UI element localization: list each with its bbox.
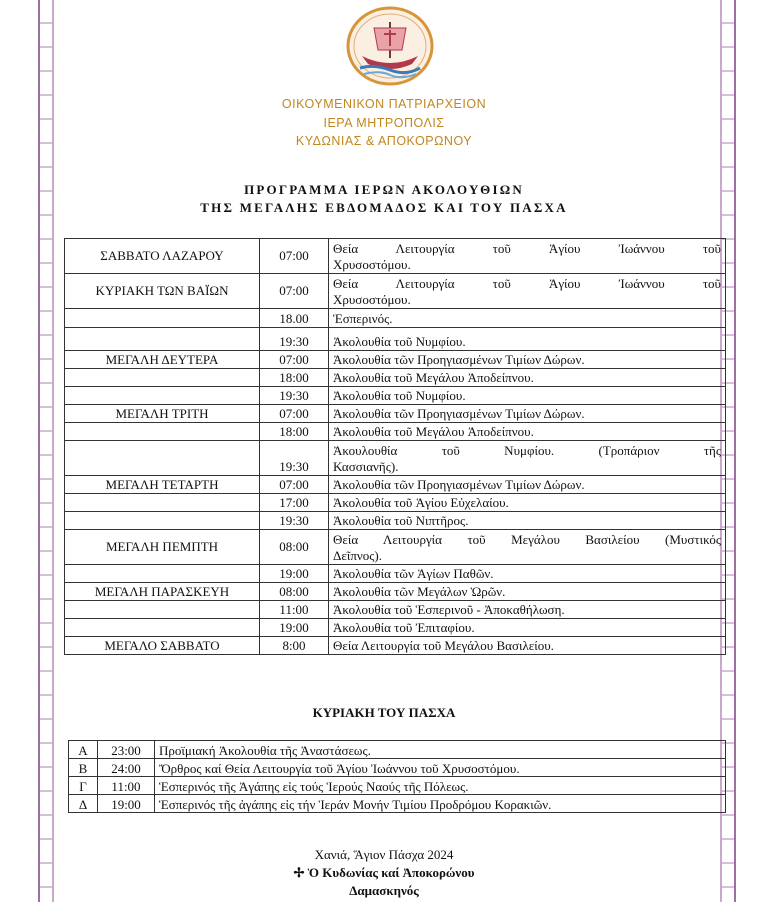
schedule-row	[65, 619, 726, 637]
schedule-description	[329, 328, 726, 351]
schedule-row	[65, 494, 726, 512]
schedule-time: 8:00	[260, 637, 329, 655]
schedule-description-line: Ἀκολουθία τοῦ Νιπτῆρος.	[333, 513, 469, 528]
schedule-time: 07:00	[260, 274, 329, 309]
schedule-description-line: Δεῖπνος).	[333, 548, 382, 563]
schedule-description	[329, 637, 726, 655]
schedule-description	[329, 405, 726, 423]
schedule-row	[65, 405, 726, 423]
schedule-description	[329, 239, 726, 274]
schedule-description-line: Ἀκολουθία τῶν Μεγάλων Ὡρῶν.	[333, 584, 506, 599]
easter-description: Ἑσπερινός τῆς ἀγάπης εἰς τήν Ἱεράν Μονήν Τιμίου Προδρόμου Κορακιῶν.	[155, 795, 726, 813]
schedule-description-line: Κασσιανῆς).	[333, 459, 399, 474]
easter-letter: Β	[69, 759, 98, 777]
schedule-description-line: Ἀκολουθία τοῦ Ἁγίου Εὐχελαίου.	[333, 495, 509, 510]
schedule-row	[65, 601, 726, 619]
schedule-description	[329, 369, 726, 387]
signature-line: ✢ Ὁ Κυδωνίας καί Ἀποκορώνου	[293, 865, 475, 880]
schedule-time: 19:00	[260, 565, 329, 583]
metropolis-heading: ΙΕΡΑ ΜΗΤΡΟΠΟΛΙΣ	[323, 116, 445, 130]
schedule-description-line: Ἀκολουθία τῶν Προηγιασμένων Τιμίων Δώρων.	[333, 477, 585, 492]
schedule-description-line: Ἀκολουθία τοῦ Μεγάλου Ἀποδείπνου.	[333, 424, 534, 439]
easter-time: 23:00	[98, 741, 155, 759]
schedule-row	[65, 369, 726, 387]
schedule-description-line: Χρυσοστόμου.	[333, 292, 411, 307]
schedule-row	[65, 530, 726, 565]
schedule-day: ΜΕΓΑΛΗ ΠΕΜΠΤΗ	[65, 530, 260, 565]
schedule-day: ΚΥΡΙΑΚΗ ΤΩΝ ΒΑΪΩΝ	[65, 274, 260, 309]
schedule-row	[65, 274, 726, 309]
schedule-description	[329, 309, 726, 328]
schedule-description	[329, 512, 726, 530]
schedule-time: 07:00	[260, 405, 329, 423]
schedule-description-line: Ἀκολουθία τοῦ Νυμφίου.	[333, 388, 466, 403]
schedule-row	[65, 637, 726, 655]
schedule-row	[65, 565, 726, 583]
schedule-time: 11:00	[260, 601, 329, 619]
schedule-description-line: Θεία Λειτουργία τοῦ Μεγάλου Βασιλείου.	[333, 638, 554, 653]
schedule-description-line: Ἀκολουθία τῶν Ἁγίων Παθῶν.	[333, 566, 494, 581]
schedule-description	[329, 387, 726, 405]
schedule-time: 18:00	[260, 423, 329, 441]
easter-description: Προϊμιακή Ἀκολουθία τῆς Ἀναστάσεως.	[155, 741, 726, 759]
schedule-day: ΣΑΒΒΑΤΟ ΛΑΖΑΡΟΥ	[65, 239, 260, 274]
schedule-time: 17:00	[260, 494, 329, 512]
schedule-row	[65, 423, 726, 441]
schedule-row	[65, 387, 726, 405]
schedule-row	[65, 583, 726, 601]
holy-week-schedule-table	[64, 238, 726, 655]
easter-row	[69, 759, 726, 777]
schedule-description	[329, 619, 726, 637]
schedule-day	[65, 494, 260, 512]
schedule-description-line: Χρυσοστόμου.	[333, 257, 411, 272]
schedule-description	[329, 494, 726, 512]
schedule-row	[65, 476, 726, 494]
easter-time: 19:00	[98, 795, 155, 813]
schedule-description-line: Ἀκουλουθία τοῦ Νυμφίου. (Τροπάριον τῆς	[333, 443, 721, 458]
schedule-description-line: Θεία Λειτουργία τοῦ Ἁγίου Ἰωάννου τοῦ	[333, 276, 721, 291]
schedule-description-line: Ἀκολουθία τοῦ Ἑσπερινοῦ - Ἀποκαθήλωση.	[333, 602, 565, 617]
document-title-line2: ΤΗΣ ΜΕΓΑΛΗΣ ΕΒΔΟΜΑΔΟΣ ΚΑΙ ΤΟΥ ΠΑΣΧΑ	[200, 200, 568, 215]
schedule-day: ΜΕΓΑΛΗ ΔΕΥΤΕΡΑ	[65, 351, 260, 369]
easter-description: Ὄρθρος καί Θεία Λειτουργία τοῦ Ἁγίου Ἰωάννου τοῦ Χρυσοστόμου.	[155, 759, 726, 777]
schedule-time: 19:00	[260, 619, 329, 637]
schedule-description-line: Ἀκολουθία τῶν Προηγιασμένων Τιμίων Δώρων.	[333, 406, 585, 421]
easter-letter: Γ	[69, 777, 98, 795]
schedule-description	[329, 351, 726, 369]
easter-row	[69, 741, 726, 759]
schedule-description	[329, 274, 726, 309]
schedule-time: 18.00	[260, 309, 329, 328]
schedule-row	[65, 309, 726, 328]
schedule-description	[329, 423, 726, 441]
schedule-description	[329, 601, 726, 619]
schedule-day	[65, 387, 260, 405]
schedule-time: 19:30	[260, 441, 329, 476]
schedule-day	[65, 512, 260, 530]
easter-sunday-heading: ΚΥΡΙΑΚΗ ΤΟΥ ΠΑΣΧΑ	[312, 705, 456, 720]
schedule-description	[329, 583, 726, 601]
schedule-row	[65, 351, 726, 369]
schedule-day: ΜΕΓΑΛΗ ΠΑΡΑΣΚΕΥΗ	[65, 583, 260, 601]
schedule-day	[65, 565, 260, 583]
easter-time: 24:00	[98, 759, 155, 777]
schedule-day: ΜΕΓΑΛΗ ΤΕΤΑΡΤΗ	[65, 476, 260, 494]
schedule-row	[65, 239, 726, 274]
schedule-day	[65, 369, 260, 387]
schedule-day	[65, 328, 260, 351]
easter-schedule-table	[68, 740, 726, 813]
schedule-description-line: Ἀκολουθία τῶν Προηγιασμένων Τιμίων Δώρων.	[333, 352, 585, 367]
place-date: Χανιά, Ἅγιον Πάσχα 2024	[314, 847, 454, 862]
schedule-time: 07:00	[260, 476, 329, 494]
schedule-description-line: Ἀκολουθία τοῦ Νυμφίου.	[333, 334, 466, 349]
schedule-description-line: Ἑσπερινός.	[333, 311, 393, 326]
easter-row	[69, 795, 726, 813]
schedule-time: 19:30	[260, 387, 329, 405]
schedule-description	[329, 441, 726, 476]
metropolis-seal-icon	[344, 4, 436, 88]
schedule-day	[65, 309, 260, 328]
schedule-description-line: Θεία Λειτουργία τοῦ Μεγάλου Βασιλείου (Μυστικός	[333, 532, 721, 547]
schedule-time: 19:30	[260, 328, 329, 351]
easter-description: Ἑσπερινός τῆς Ἀγάπης εἰς τούς Ἱερούς Ναούς τῆς Πόλεως.	[155, 777, 726, 795]
schedule-time: 07:00	[260, 239, 329, 274]
easter-letter: Δ	[69, 795, 98, 813]
signatory-name: Δαμασκηνός	[349, 883, 419, 898]
schedule-time: 18:00	[260, 369, 329, 387]
schedule-description-line: Ἀκολουθία τοῦ Μεγάλου Ἀποδείπνου.	[333, 370, 534, 385]
schedule-time: 19:30	[260, 512, 329, 530]
schedule-day	[65, 423, 260, 441]
easter-letter: Α	[69, 741, 98, 759]
schedule-description	[329, 476, 726, 494]
diocese-heading: ΚΥΔΩΝΙΑΣ & ΑΠΟΚΟΡΩΝΟΥ	[295, 134, 473, 148]
schedule-row	[65, 441, 726, 476]
patriarchate-heading: ΟΙΚΟΥΜΕΝΙΚΟΝ ΠΑΤΡΙΑΡΧΕΙΟΝ	[281, 97, 487, 111]
schedule-time: 08:00	[260, 530, 329, 565]
schedule-day	[65, 601, 260, 619]
schedule-description-line: Ἀκολουθία τοῦ Ἐπιταφίου.	[333, 620, 475, 635]
document-title-line1: ΠΡΟΓΡΑΜΜΑ ΙΕΡΩΝ ΑΚΟΛΟΥΘΙΩΝ	[244, 182, 524, 197]
schedule-day: ΜΕΓΑΛΗ ΤΡΙΤΗ	[65, 405, 260, 423]
easter-time: 11:00	[98, 777, 155, 795]
schedule-time: 07:00	[260, 351, 329, 369]
schedule-time: 08:00	[260, 583, 329, 601]
easter-row	[69, 777, 726, 795]
schedule-description-line: Θεία Λειτουργία τοῦ Ἁγίου Ἰωάννου τοῦ	[333, 241, 721, 256]
schedule-description	[329, 565, 726, 583]
schedule-row	[65, 328, 726, 351]
schedule-day	[65, 441, 260, 476]
schedule-row	[65, 512, 726, 530]
schedule-day	[65, 619, 260, 637]
schedule-day: ΜΕΓΑΛΟ ΣΑΒΒΑΤΟ	[65, 637, 260, 655]
schedule-description	[329, 530, 726, 565]
